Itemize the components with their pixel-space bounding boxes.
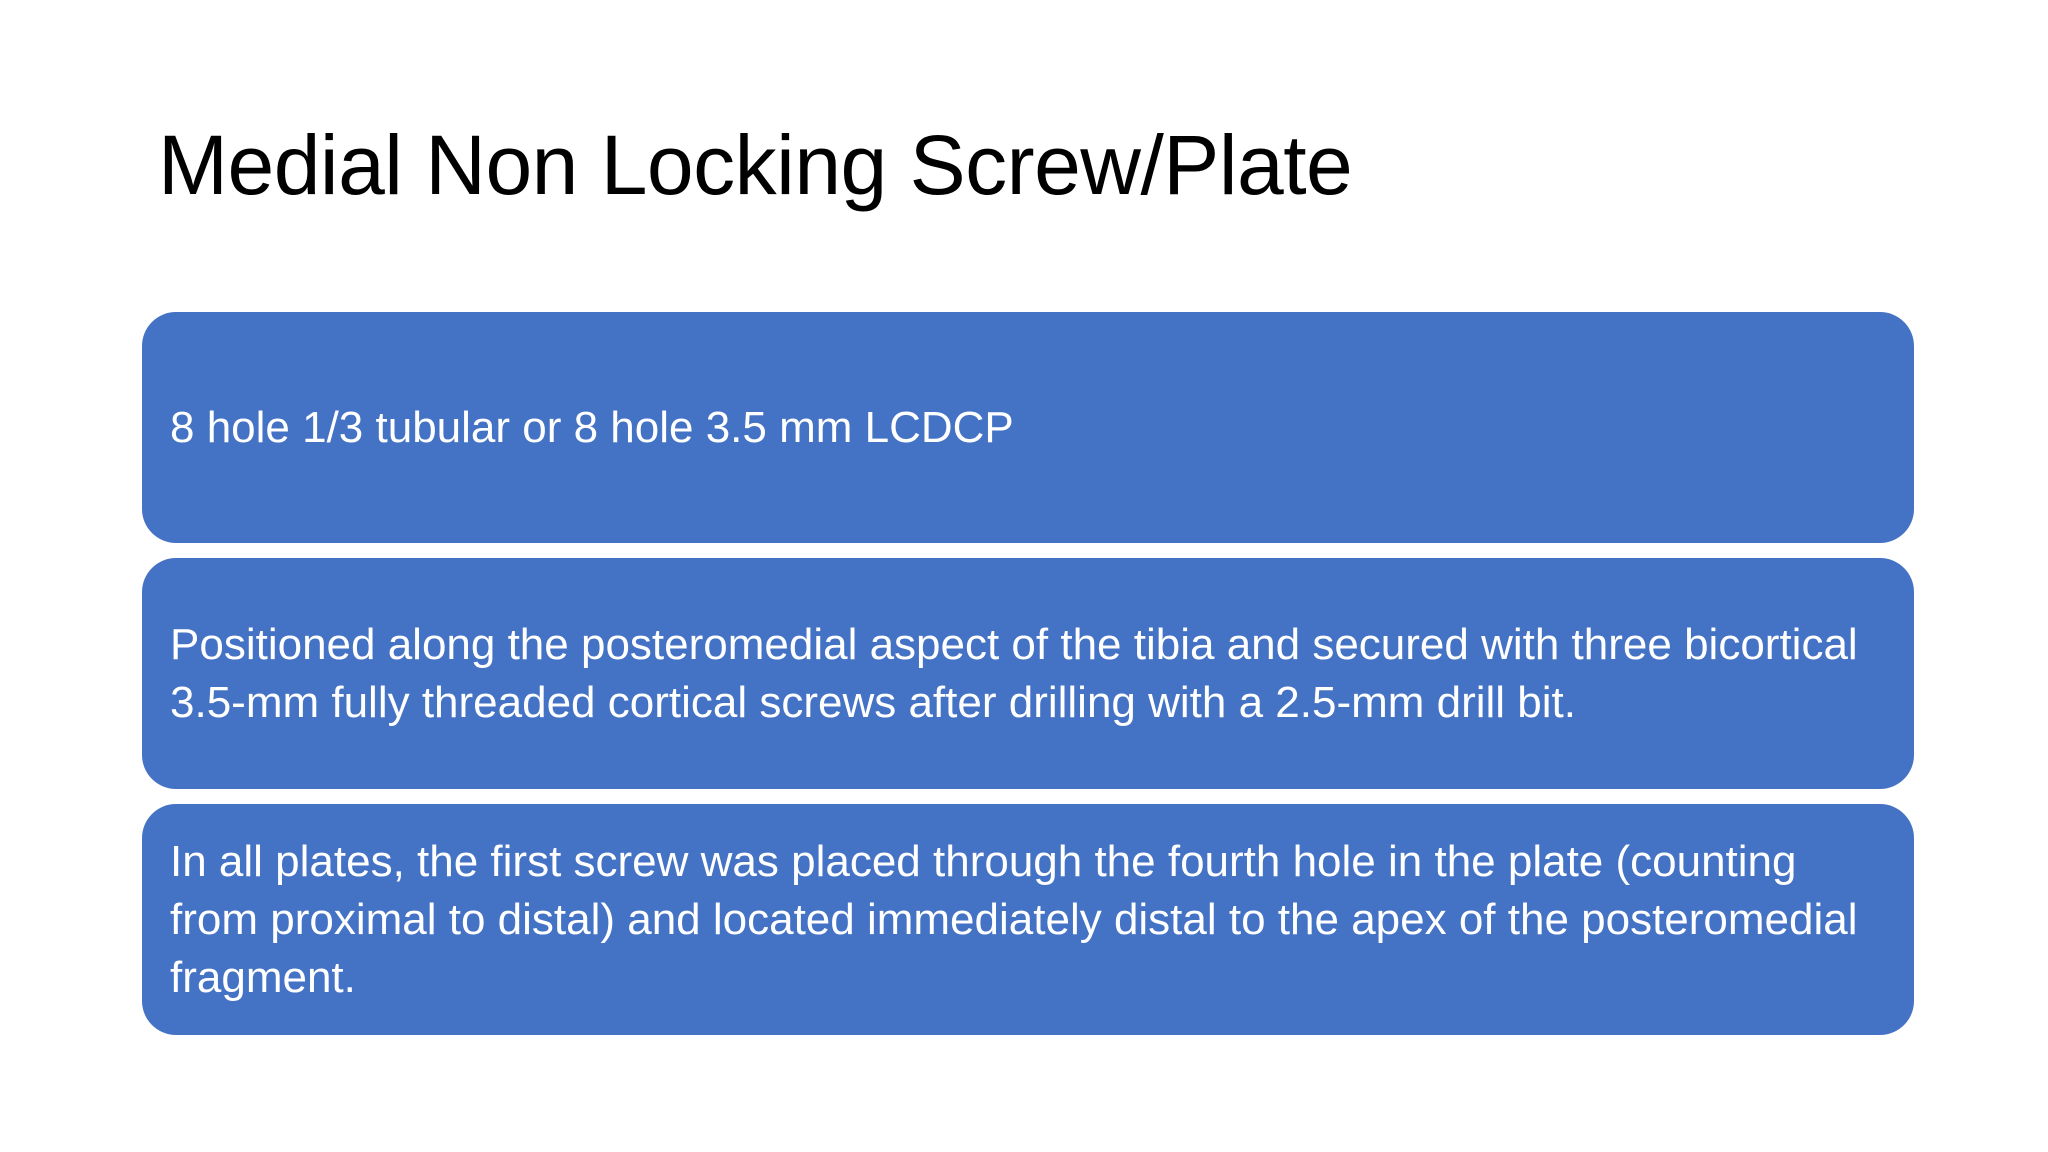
slide-title: Medial Non Locking Screw/Plate	[158, 118, 1353, 212]
content-box-positioning	[142, 558, 1914, 789]
content-list	[142, 312, 1914, 1050]
content-box-plate-type	[142, 312, 1914, 543]
content-box-text: 8 hole 1/3 tubular or 8 hole 3.5 mm LCDCP	[170, 402, 1014, 452]
content-box-text: In all plates, the first screw was placed through the fourth hole in the plate (counting from proximal to distal) and located immediately distal to the apex of the posteromedial fragment.	[170, 836, 1858, 1002]
content-box-text: Positioned along the posteromedial aspect of the tibia and secured with three bicortical 3.5-mm fully threaded cortical screws after drilling with a 2.5-mm drill bit.	[170, 619, 1858, 727]
content-box-first-screw	[142, 804, 1914, 1035]
